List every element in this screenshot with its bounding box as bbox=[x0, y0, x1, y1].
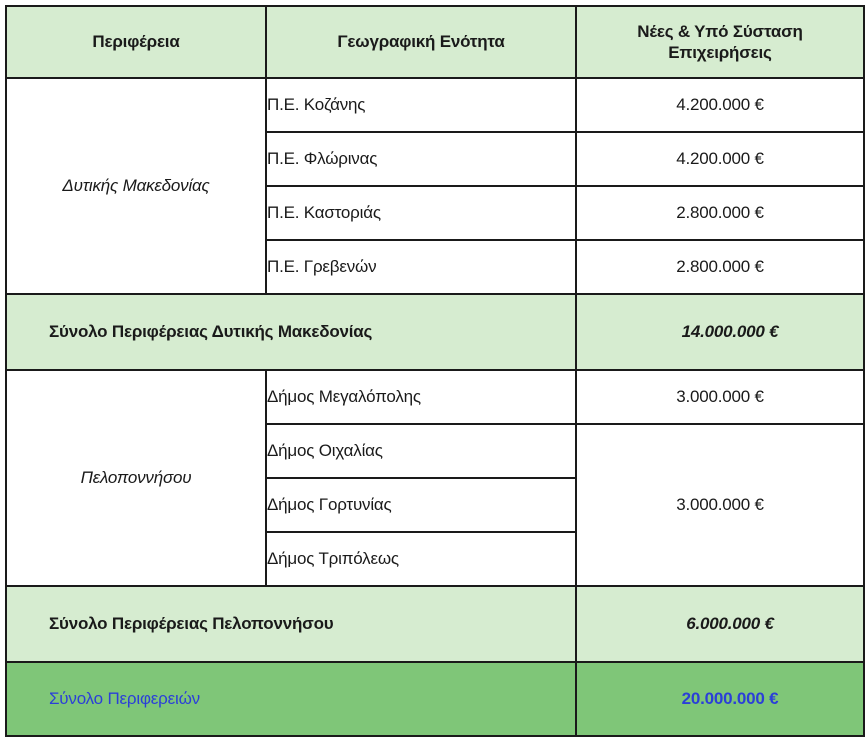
table-row bbox=[6, 78, 864, 132]
subtotal-row-peloponnese bbox=[6, 586, 864, 662]
amount-cell: 3.000.000 € bbox=[576, 370, 864, 424]
unit-cell: Π.Ε. Κοζάνης bbox=[266, 78, 576, 132]
subtotal-label: Σύνολο Περιφέρειας Πελοποννήσου bbox=[6, 586, 576, 662]
region-cell-west-macedonia: Δυτικής Μακεδονίας bbox=[6, 78, 266, 294]
header-geographic-unit: Γεωγραφική Ενότητα bbox=[266, 6, 576, 78]
amount-cell: 4.200.000 € bbox=[576, 78, 864, 132]
amount-cell-merged: 3.000.000 € bbox=[576, 424, 864, 586]
table-row bbox=[6, 370, 864, 424]
amount-cell: 2.800.000 € bbox=[576, 240, 864, 294]
header-amount-line-1: Νέες & Υπό Σύσταση bbox=[637, 21, 803, 41]
unit-cell: Δήμος Γορτυνίας bbox=[266, 478, 576, 532]
subtotal-label: Σύνολο Περιφέρειας Δυτικής Μακεδονίας bbox=[6, 294, 576, 370]
region-cell-peloponnese: Πελοποννήσου bbox=[6, 370, 266, 586]
unit-cell: Π.Ε. Γρεβενών bbox=[266, 240, 576, 294]
unit-cell: Π.Ε. Καστοριάς bbox=[266, 186, 576, 240]
unit-cell: Δήμος Τριπόλεως bbox=[266, 532, 576, 586]
grand-total-value: 20.000.000 € bbox=[576, 662, 864, 736]
header-amount-line-2: Επιχειρήσεις bbox=[668, 43, 772, 62]
subtotal-value: 6.000.000 € bbox=[576, 586, 864, 662]
unit-cell: Δήμος Οιχαλίας bbox=[266, 424, 576, 478]
subtotal-value: 14.000.000 € bbox=[576, 294, 864, 370]
amount-cell: 4.200.000 € bbox=[576, 132, 864, 186]
grand-total-row bbox=[6, 662, 864, 736]
budget-allocation-table bbox=[5, 5, 865, 737]
header-region: Περιφέρεια bbox=[6, 6, 266, 78]
amount-cell: 2.800.000 € bbox=[576, 186, 864, 240]
subtotal-row-west-macedonia bbox=[6, 294, 864, 370]
unit-cell: Δήμος Μεγαλόπολης bbox=[266, 370, 576, 424]
grand-total-label: Σύνολο Περιφερειών bbox=[6, 662, 576, 736]
header-amount bbox=[576, 6, 864, 78]
table-header-row bbox=[6, 6, 864, 78]
unit-cell: Π.Ε. Φλώρινας bbox=[266, 132, 576, 186]
